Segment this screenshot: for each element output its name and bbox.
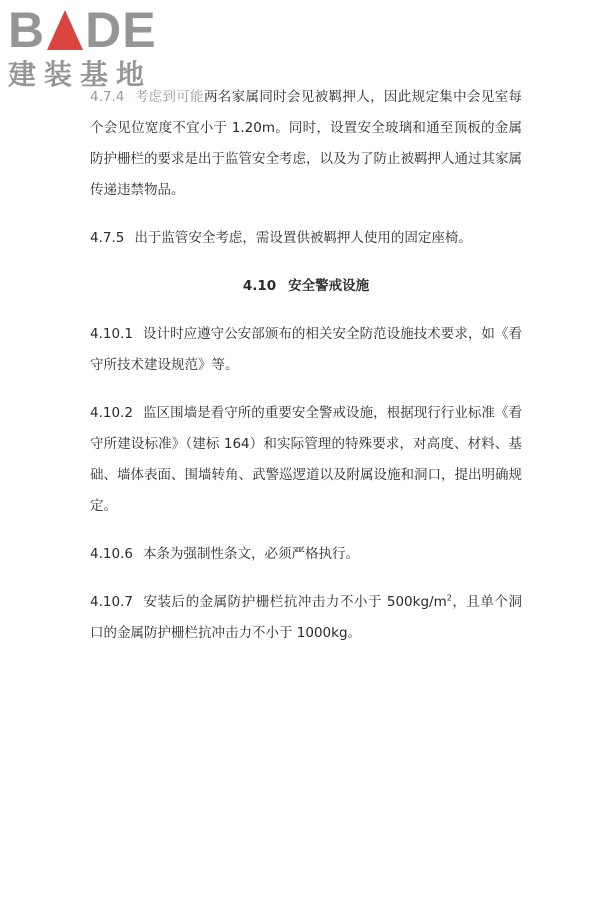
clause-text: 安装后的金属防护栅栏抗冲击力不小于 500kg/m xyxy=(142,594,447,610)
logo-subtitle: 建装基地 xyxy=(8,58,153,91)
superscript: 2 xyxy=(446,593,452,603)
clause-number: 4.10.6 xyxy=(90,546,133,562)
clause-number: 4.7.4 xyxy=(90,89,125,105)
clause-text: 设计时应遵守公安部颁布的相关安全防范设施技术要求，如《看守所技术建设规范》等。 xyxy=(90,326,522,373)
clause-number: 4.10.2 xyxy=(90,405,133,421)
clause-4-10-7 xyxy=(90,587,522,649)
clause-text: 本条为强制性条文，必须严格执行。 xyxy=(142,546,359,562)
clause-4-7-4 xyxy=(90,82,522,206)
clause-4-10-2 xyxy=(90,398,522,522)
clause-number: 4.10.1 xyxy=(90,326,133,342)
clause-number: 4.7.5 xyxy=(90,230,125,246)
logo-brand-b: B xyxy=(8,2,46,58)
logo-brand-de: DE xyxy=(85,2,157,58)
clause-text: 出于监管安全考虑，需设置供被羁押人使用的固定座椅。 xyxy=(134,230,472,246)
clause-text: 监区围墙是看守所的重要安全警戒设施，根据现行行业标准《看守所建设标准》（建标 164）和实际管理的特殊要求，对高度、材料、基础、墙体表面、围墙转角、武警巡逻道以及附属设施和洞口，提出明确规定。 xyxy=(90,405,522,514)
logo-triangle-icon xyxy=(47,10,83,50)
document-body xyxy=(90,82,522,666)
clause-4-7-5 xyxy=(90,223,522,254)
section-title: 安全警戒设施 xyxy=(288,278,370,294)
clause-4-10-6 xyxy=(90,539,522,570)
clause-text: 两名家属同时会见被羁押人，因此规定集中会见室每个会见位宽度不宜小于 1.20m。同时，设置安全玻璃和通至顶板的金属防护栅栏的要求是出于监管安全考虑，以及为了防止被羁押人通过其家属传递违禁物品。 xyxy=(90,89,523,198)
bade-logo xyxy=(8,4,178,96)
section-heading xyxy=(90,271,522,302)
clause-4-10-1 xyxy=(90,319,522,381)
clause-number: 4.10.7 xyxy=(90,594,133,610)
clause-faded-text: 考虑到可能 xyxy=(134,89,204,105)
clause-text-continued: ，且单个洞口的金属防护栅栏抗冲击力不小于 1000kg。 xyxy=(90,594,522,641)
section-number: 4.10 xyxy=(242,278,277,294)
logo-brand xyxy=(8,4,178,56)
